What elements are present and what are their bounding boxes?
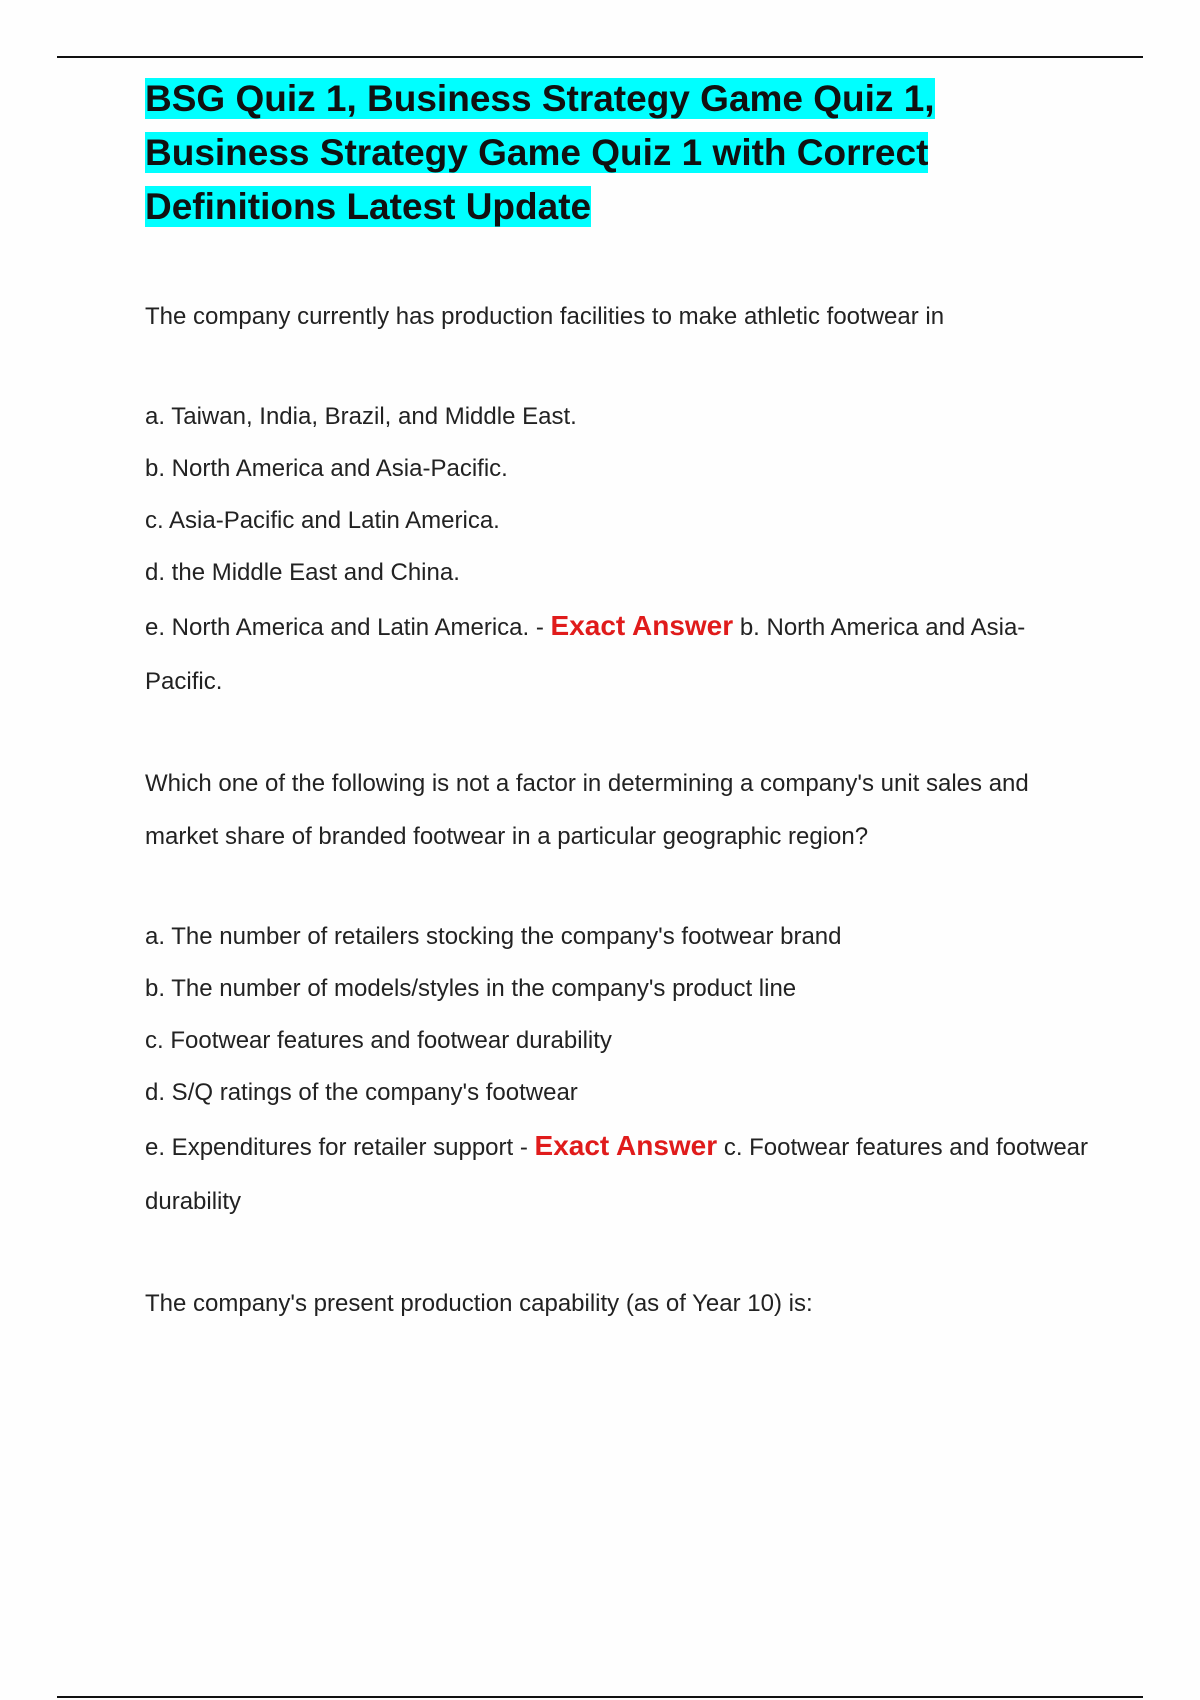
question-2-option-e-with-answer	[145, 1119, 1095, 1229]
question-2-text: Which one of the following is not a factor in determining a company's unit sales and market share of branded footwear in a particular geographic region?	[145, 770, 1029, 850]
question-2-option-a: a. The number of retailers stocking the company's footwear brand	[145, 923, 842, 950]
question-1-text: The company currently has production facilities to make athletic footwear in	[145, 303, 945, 330]
question-1-option-e-with-answer	[145, 599, 1095, 709]
question-2-option-d: d. S/Q ratings of the company's footwear	[145, 1079, 578, 1106]
question-1-answer: b. North America and Asia-Pacific.	[145, 614, 1026, 695]
question-2-option-e: e. Expenditures for retailer support -	[145, 1134, 528, 1161]
bottom-rule	[57, 1696, 1143, 1698]
top-rule	[57, 56, 1143, 58]
question-1-option-e: e. North America and Latin America. -	[145, 614, 544, 641]
question-1-option-c: c. Asia-Pacific and Latin America.	[145, 507, 500, 534]
question-1-answer-label: Exact Answer	[550, 610, 734, 641]
question-2-options	[145, 911, 1095, 1229]
question-3-text: The company's present production capability (as of Year 10) is:	[145, 1290, 813, 1317]
question-2-answer-label: Exact Answer	[534, 1130, 718, 1161]
question-2-option-c: c. Footwear features and footwear durability	[145, 1027, 612, 1054]
document-body	[145, 72, 1095, 1330]
question-1-option-d: d. the Middle East and China.	[145, 559, 460, 586]
question-1-options	[145, 391, 1095, 709]
title-highlight: BSG Quiz 1, Business Strategy Game Quiz 1, Business Strategy Game Quiz 1 with Correct Definitions Latest Update	[145, 78, 935, 227]
question-1-option-a: a. Taiwan, India, Brazil, and Middle East.	[145, 403, 577, 430]
question-2-answer: c. Footwear features and footwear durability	[145, 1134, 1089, 1215]
question-1-option-b: b. North America and Asia-Pacific.	[145, 455, 508, 482]
document-title	[145, 72, 965, 234]
question-2-option-b: b. The number of models/styles in the company's product line	[145, 975, 797, 1002]
